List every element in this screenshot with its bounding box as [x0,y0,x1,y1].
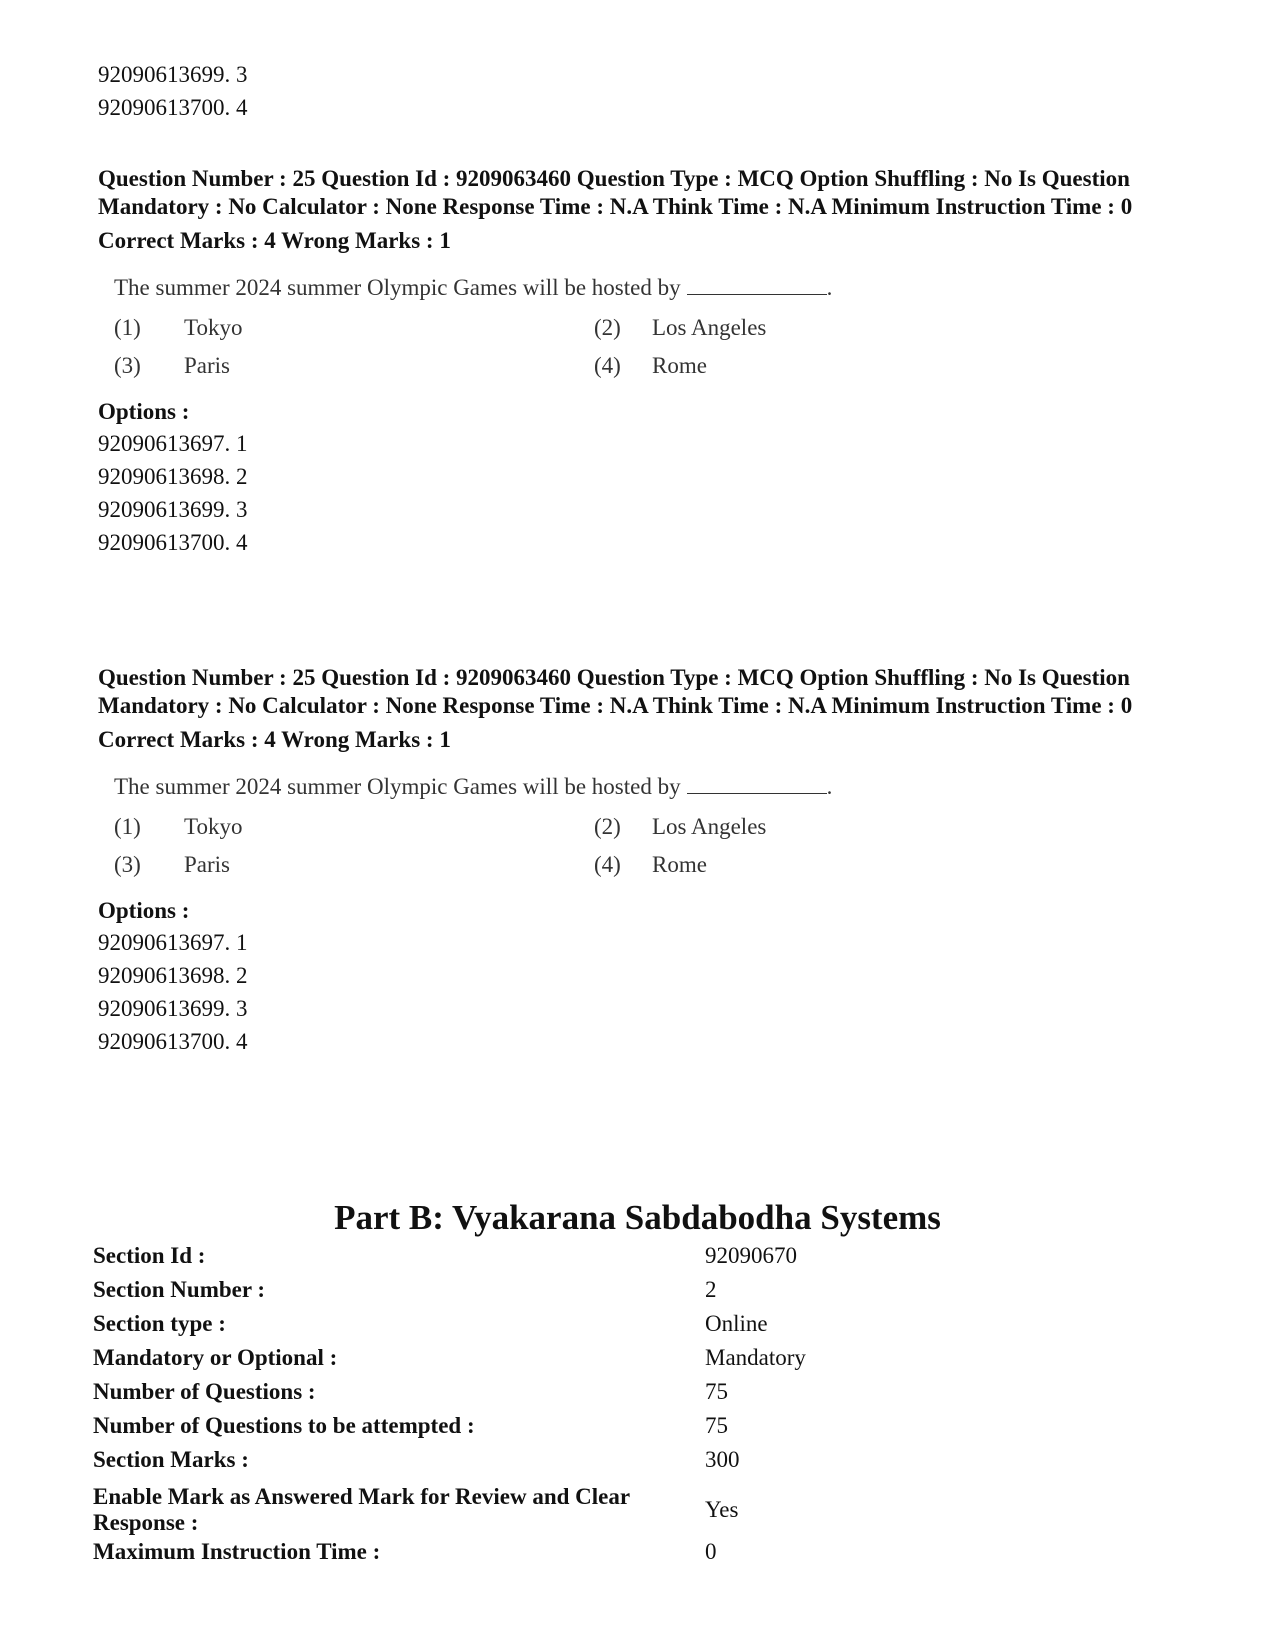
option-line: 92090613697. 1 [98,431,248,456]
choice-label: Tokyo [184,315,243,340]
option-line: 92090613699. 3 [98,996,248,1021]
info-key: Section Marks : [93,1447,249,1472]
option-line: 92090613699. 3 [98,497,248,522]
question-marks: Correct Marks : 4 Wrong Marks : 1 [98,228,451,253]
choice-label: Los Angeles [652,814,767,839]
options-label: Options : [98,399,190,424]
choice-number: (4) [594,852,621,877]
answer-blank [687,773,827,794]
info-value: 75 [705,1413,728,1438]
option-line: 92090613698. 2 [98,464,248,489]
choice-label: Paris [184,852,230,877]
info-value: 92090670 [705,1243,797,1268]
choice-number: (2) [594,315,621,340]
info-value: Online [705,1311,768,1336]
option-line: 92090613700. 4 [98,1029,248,1054]
info-value: 300 [705,1447,740,1472]
option-line: 92090613700. 4 [98,530,248,555]
choice-label: Rome [652,852,707,877]
question-block [0,165,1275,559]
info-value: 75 [705,1379,728,1404]
choice-label: Los Angeles [652,315,767,340]
top-options [0,58,1275,124]
info-key: Section Id : [93,1243,206,1268]
question-text [114,273,934,303]
choice-grid [114,812,934,880]
info-key: Number of Questions : [93,1379,316,1404]
info-key: Enable Mark as Answered Mark for Review and Clear Response : [93,1484,630,1535]
question-block [0,664,1275,1058]
choice-number: (3) [114,353,141,378]
info-value: Yes [705,1497,739,1522]
answer-blank [687,274,827,295]
info-row [93,1345,1193,1379]
question-stem-end: . [826,275,833,300]
option-line: 92090613697. 1 [98,930,248,955]
info-value: 0 [705,1539,717,1564]
choice-label: Paris [184,353,230,378]
question-marks: Correct Marks : 4 Wrong Marks : 1 [98,727,451,752]
info-row [93,1481,1193,1539]
info-row [93,1413,1193,1447]
choice-label: Rome [652,353,707,378]
info-row [93,1243,1193,1277]
question-body [114,772,934,880]
question-header: Question Number : 25 Question Id : 9209063460 Question Type : MCQ Option Shuffling : No Is Question Mandatory : No Calculator : None Response Time : N.A Think Time : N.A Minimum Instruction Time : 0 [98,665,1133,718]
info-key: Number of Questions to be attempted : [93,1413,475,1438]
option-line: 92090613698. 2 [98,963,248,988]
question-text [114,772,934,802]
info-row [93,1447,1193,1481]
info-row [93,1277,1193,1311]
question-stem: The summer 2024 summer Olympic Games will be hosted by [114,774,681,799]
info-key: Maximum Instruction Time : [93,1539,381,1564]
info-row [93,1539,1193,1573]
question-stem: The summer 2024 summer Olympic Games will be hosted by [114,275,681,300]
info-row [93,1379,1193,1413]
options-label: Options : [98,898,190,923]
info-row [93,1311,1193,1345]
choice-grid [114,313,934,381]
option-line: 92090613700. 4 [98,95,248,120]
option-line: 92090613699. 3 [98,62,248,87]
choice-label: Tokyo [184,814,243,839]
choice-number: (2) [594,814,621,839]
choice-number: (1) [114,814,141,839]
question-body [114,273,934,381]
choice-number: (1) [114,315,141,340]
choice-number: (3) [114,852,141,877]
info-key: Mandatory or Optional : [93,1345,338,1370]
question-stem-end: . [826,774,833,799]
info-value: 2 [705,1277,717,1302]
choice-number: (4) [594,353,621,378]
part-title: Part B: Vyakarana Sabdabodha Systems [334,1198,941,1237]
info-key: Section type : [93,1311,226,1336]
info-value: Mandatory [705,1345,806,1370]
info-key: Section Number : [93,1277,266,1302]
section-info-table [93,1243,1193,1573]
question-header: Question Number : 25 Question Id : 9209063460 Question Type : MCQ Option Shuffling : No Is Question Mandatory : No Calculator : None Response Time : N.A Think Time : N.A Minimum Instruction Time : 0 [98,166,1133,219]
